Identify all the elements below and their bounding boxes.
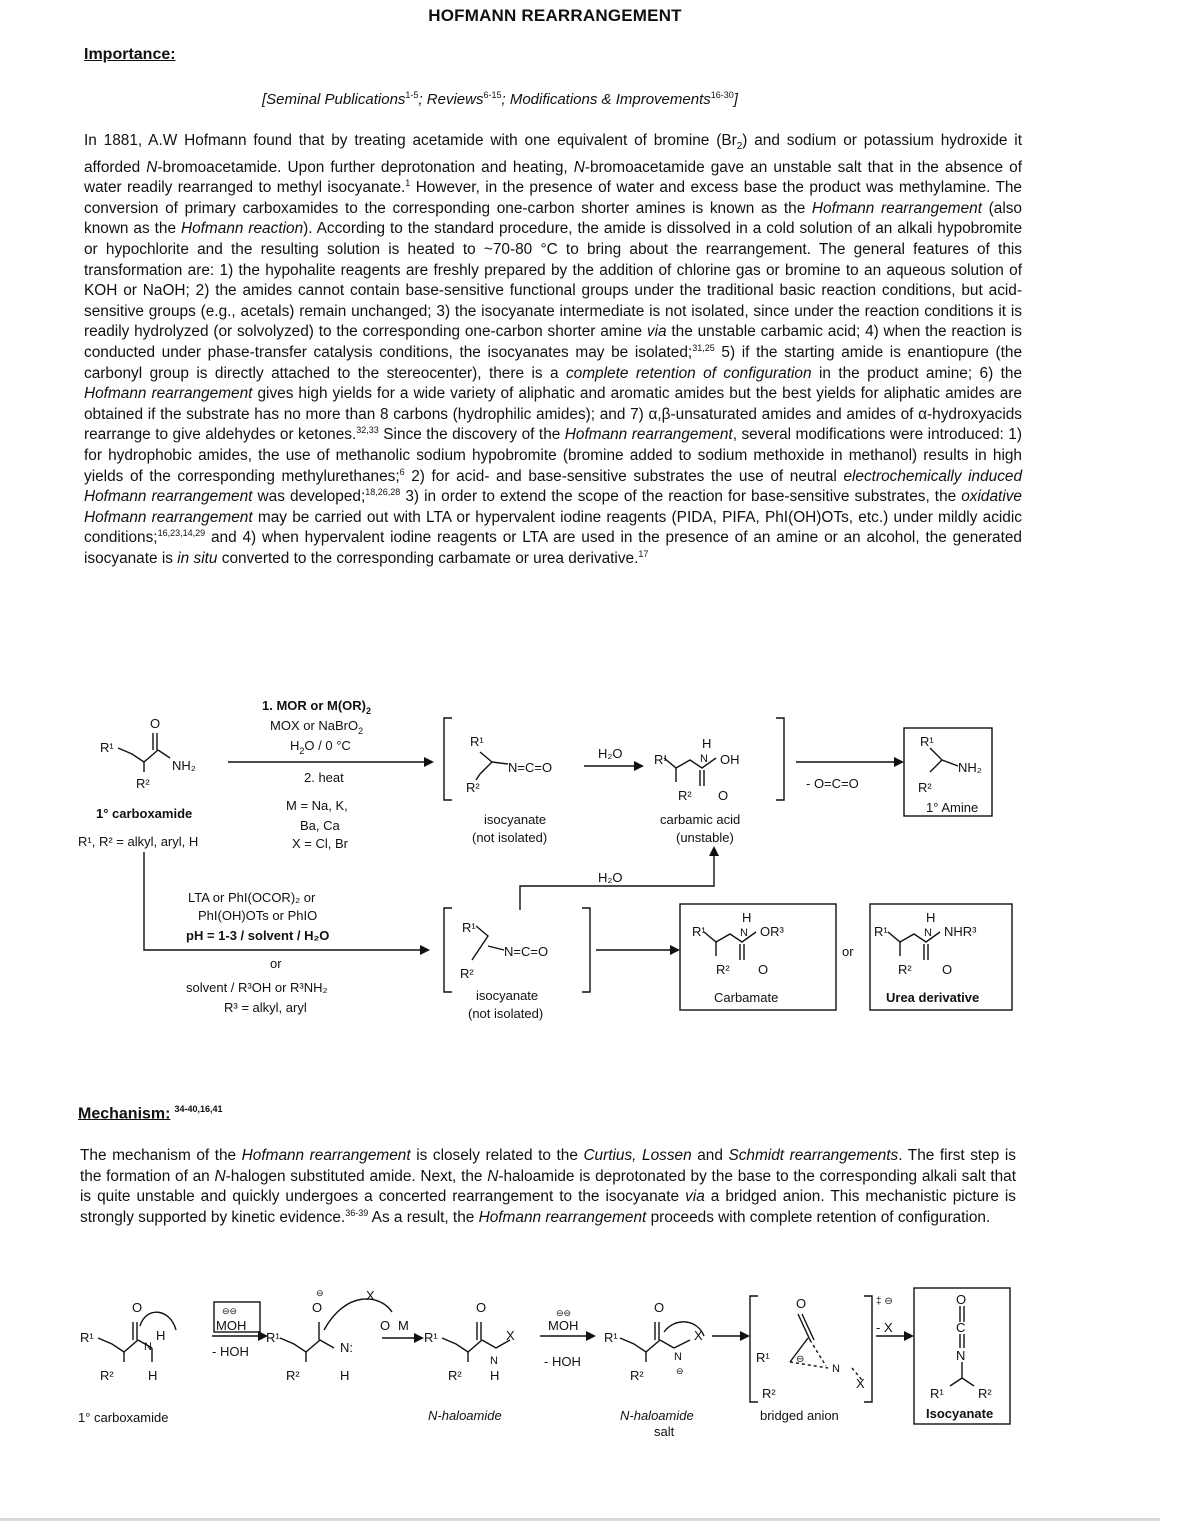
svg-text:⊖⊖: ⊖⊖ [222,1306,238,1316]
text-run: -bromoacetamide. Upon further deprotonation and heating, [157,158,574,176]
reference-superscript: 1 [405,178,411,189]
svg-text:⊖: ⊖ [796,1354,805,1365]
text-run: -bromoacetamide gave an unstable salt that in the absence of water readily rearranged to methyl isocyanate. [84,158,1022,197]
text-run: Hofmann rearrangement [84,385,253,403]
text-run: Since the discovery of the [378,426,565,444]
text-run: a bridged anion. This mechanistic picture is strongly supported by kinetic evidence. [80,1188,1017,1226]
svg-text:⊖: ⊖ [676,1366,684,1376]
text-run: in the product amine; 6) the [811,364,1023,382]
text-run: Hofmann reaction [180,220,304,238]
isocyanate-product-label: Isocyanate [926,1406,994,1421]
text-run: is closely related to the [410,1147,584,1164]
text-run: 2 [736,141,743,153]
text-run: The mechanism of the [80,1147,242,1164]
text-run: oxidative Hofmann rearrangement [84,488,1022,526]
svg-text:R²: R² [978,1386,992,1401]
text-run: Schmidt rearrangements [728,1147,899,1164]
svg-text:X = Cl, Br: X = Cl, Br [292,836,348,851]
isocyanate2-formula: N=C=O [504,944,549,959]
cond1-heat: 2. heat [304,770,344,785]
svg-text:R¹: R¹ [874,924,888,939]
svg-text:H: H [156,1328,166,1343]
text-run: . The first step is the formation of an [80,1147,1016,1185]
svg-text:N: N [956,1348,966,1363]
svg-text:H: H [742,910,752,925]
svg-text:LTA or PhI(OCOR)₂ or: LTA or PhI(OCOR)₂ or [188,890,316,905]
text-run: ). According to the standard procedure, the amide is dissolved in a cold solution of an alkali hypobromite or hypochlorite and the resulting solution is heated to ~70-80 °C to bring about the rearrangement. The general features of this transformation are: 1) the hypohalite reagents are freshly prepared by the addition of chlorine gas or bromine to an aqueous solution of KOH or NaOH; 2) the amides cannot contain base-sensitive functional groups under the traditional basic reaction conditions, but acid-sensitive groups (e.g., acetals) remain unchanged; 3) the isocyanate intermediate is not isolated, since under the reaction conditions it is readily hydrolyzed (or solvolyzed) to the corresponding one-carbon shorter amine [84,220,1023,341]
svg-text:O: O [132,1300,143,1315]
svg-text:⊖: ⊖ [316,1288,324,1298]
text-run: in situ [177,549,218,567]
carbamate-label: Carbamate [714,990,779,1005]
reference-superscript: 31,25 [692,342,715,353]
svg-text:or: or [270,956,282,971]
start-material-label: 1° carboxamide [96,806,193,821]
text-run: In 1881, A.W Hofmann found that by treating acetamide with one equivalent of bromine (Br [84,132,737,149]
svg-text:H: H [340,1368,350,1383]
mechanism-heading: Mechanism: [78,1105,171,1123]
mechanism-heading-block [78,1104,223,1123]
text-run: and 4) when hypervalent iodine reagents or LTA are used in the presence of an amine or an alcohol, the generated isocyanate is [84,529,1022,567]
bottom-divider [0,1518,1160,1521]
text-run: 2) for acid- and base-sensitive substrates the use of neutral [404,467,844,485]
bracket-right [776,718,784,800]
reference-superscript: 32,33 [356,425,379,436]
svg-text:OR³: OR³ [760,924,784,939]
svg-text:R²: R² [286,1368,300,1383]
start-material-substituents: R¹, R² = alkyl, aryl, H [78,834,199,849]
svg-text:O: O [476,1300,487,1315]
svg-text:PhI(OH)OTs or PhIO: PhI(OH)OTs or PhIO [198,908,318,923]
or-label: or [842,944,854,959]
mechanism-paragraph [80,1146,1016,1228]
svg-text:R¹: R¹ [100,740,114,755]
svg-text:R¹: R¹ [756,1350,770,1365]
svg-text:R²: R² [136,776,150,791]
svg-text:R¹: R¹ [692,924,706,939]
svg-text:X: X [856,1376,865,1391]
reference-summary: [Seminal Publications$^{1-5}$; Reviews$^{6-15}$; Modifications & Improvements$^{16-30}$] [262,90,738,108]
svg-text:R¹: R¹ [424,1330,438,1345]
svg-text:N: N [924,927,932,939]
text-run: gives high yields for a wide variety of aliphatic and aromatic amides but the best yields for aliphatic amides are obtained if the substrate has no more than 8 carbons (hydrophilic amides); and 7) α,β-unsaturated amides and amides of α-hydroxyacids rearrange to give aldehydes or ketones. [84,385,1022,444]
salt-label-1: N-haloamide [620,1408,694,1423]
reference-superscript: 16,23,14,29 [157,528,206,539]
cond1-line3: $H_2O / 0$ °C [290,738,351,756]
svg-text:X: X [366,1288,375,1303]
svg-text:M: M [398,1318,409,1333]
svg-text:O: O [654,1300,665,1315]
reference-superscript: 17 [638,548,649,559]
svg-text:R²: R² [466,780,480,795]
carboxamide-label: 1° carboxamide [78,1410,169,1425]
isocyanate1-formula: N=C=O [508,760,553,775]
svg-text:⊖⊖: ⊖⊖ [556,1308,572,1318]
text-run: N [146,158,158,176]
svg-text:N: N [144,1341,152,1353]
text-run: Hofmann rearrangement [564,426,733,444]
svg-text:O: O [718,788,729,803]
cond1-line2: MOX or NaBrO$_2$ [270,718,364,736]
svg-text:M = Na, K,: M = Na, K, [286,798,348,813]
svg-text:O: O [312,1300,323,1315]
svg-text:N: N [674,1351,682,1363]
carbamic-acid-label: carbamic acid [660,812,741,827]
svg-text:R¹: R¹ [930,1386,944,1401]
reference-superscript: 18,26,28 [365,487,401,498]
text-run: N [573,158,585,176]
svg-text:X: X [694,1328,703,1343]
svg-text:(not isolated): (not isolated) [472,830,548,845]
svg-text:R¹: R¹ [604,1330,618,1345]
moh-label-1: MOH [216,1318,247,1333]
svg-text:R²: R² [716,962,730,977]
text-run: -haloamide is deprotonated by the base to the corresponding alkali salt that is quite unstable and quickly undergoes a concerted rearrangement to the isocyanate [80,1167,1017,1206]
text-run: -halogen substituted amide. Next, the [225,1167,488,1185]
svg-text:R²: R² [762,1386,776,1401]
text-run: proceeds with complete retention of configuration. [646,1208,991,1226]
mechanism-references: 34-40,16,41 [174,1104,223,1114]
svg-text:R¹: R¹ [470,734,484,749]
svg-text:R¹: R¹ [266,1330,280,1345]
svg-text:OH: OH [720,752,740,767]
text-run: may be carried out with LTA or hypervalent iodine reagents (PIDA, PIFA, PhI(OH)OTs, etc.) under mildly acidic conditions; [84,508,1022,547]
svg-text:H₂O: H₂O [598,870,623,885]
text-run: Hofmann rearrangement [478,1208,647,1226]
svg-text:O: O [796,1296,807,1311]
svg-text:R²: R² [100,1368,114,1383]
svg-text:H: H [926,910,936,925]
svg-text:O: O [150,716,161,731]
moh-label-2: MOH [548,1318,579,1333]
salt-label-2: salt [654,1424,675,1439]
text-run: electrochemically induced Hofmann rearrangement [84,467,1023,506]
page-title: HOFMANN REARRANGEMENT [428,6,682,25]
text-run: via [685,1188,705,1206]
text-run: 3) in order to extend the scope of the reaction for base-sensitive substrates, the [400,488,962,506]
text-run: Hofmann rearrangement [241,1147,411,1164]
svg-text:C: C [956,1320,966,1335]
text-run: complete retention of configuration [565,364,812,382]
text-run: the unstable carbamic acid; 4) when the reaction is conducted under phase-transfer catalysis conditions, the isocyanates may be isolated; [84,323,1022,362]
svg-text:H: H [702,736,712,751]
svg-text:N: N [490,1355,498,1367]
ts-bracket-right [864,1296,872,1402]
svg-text:H: H [490,1368,500,1383]
svg-text:solvent / R³OH or R³NH₂: solvent / R³OH or R³NH₂ [186,980,328,995]
text-run: was developed; [252,488,366,506]
svg-text:(not isolated): (not isolated) [468,1006,544,1021]
ts-bracket-left [750,1296,758,1402]
text-run: converted to the corresponding carbamate or urea derivative. [217,549,639,567]
svg-text:N: N [832,1363,840,1375]
svg-text:R²: R² [898,962,912,977]
svg-text:R²: R² [630,1368,644,1383]
text-run: (also known as the [84,199,1022,238]
text-run: However, in the presence of water and excess base the product was methylamine. The conversion of primary carboxamides to the corresponding one-carbon shorter amines is known as the [84,179,1022,217]
text-run: ) and sodium or potassium hydroxide it afforded [84,132,1022,176]
reference-superscript: 36-39 [345,1207,369,1218]
hoh-label-1: - HOH [212,1344,249,1359]
svg-text:X: X [506,1328,515,1343]
svg-text:R³ = alkyl, aryl: R³ = alkyl, aryl [224,1000,307,1015]
svg-text:NHR³: NHR³ [944,924,977,939]
svg-text:R¹: R¹ [920,734,934,749]
isocyanate2-label: isocyanate [476,988,539,1003]
svg-text:N:: N: [340,1340,353,1355]
svg-text:(unstable): (unstable) [676,830,734,845]
n-haloamide-label: N-haloamide [428,1408,502,1423]
bridged-anion-label: bridged anion [760,1408,839,1423]
text-run: , several modifications were introduced: 1) for hydrophobic amides, the use of methanolic sodium hypobromite (bromine added to sodium methoxide in methanol) results in high yields of the corresponding methylurethanes; [84,426,1022,485]
bracket-left [444,718,452,800]
text-run: Hofmann rearrangement [811,199,982,217]
svg-text:R¹: R¹ [80,1330,94,1345]
importance-heading: Importance: [84,46,176,63]
text-run: N [214,1167,226,1185]
urea-label: Urea derivative [886,990,980,1005]
text-run: Curtius, Lossen [583,1147,692,1164]
text-run: and [691,1147,729,1164]
text-run: N [487,1167,499,1185]
svg-text:NH₂: NH₂ [172,758,196,773]
svg-text:NH₂: NH₂ [958,760,982,775]
amine-label: 1° Amine [926,800,979,815]
svg-text:N: N [700,753,708,765]
reference-superscript: 6 [399,466,405,477]
svg-text:R²: R² [460,966,474,981]
svg-text:O: O [380,1318,391,1333]
amide-skeleton-bond [118,748,158,762]
svg-text:O: O [758,962,769,977]
svg-text:R²: R² [678,788,692,803]
svg-text:R²: R² [918,780,932,795]
svg-text:Ba, Ca: Ba, Ca [300,818,340,833]
water-label: H₂O [598,746,623,761]
svg-text:R¹: R¹ [654,752,668,767]
svg-text:R¹: R¹ [462,920,476,935]
svg-text:O: O [956,1292,967,1307]
svg-text:R²: R² [448,1368,462,1383]
text-run: 5) if the starting amide is enantiopure (the carbonyl group is directly attached to the stereocenter), there is a [84,344,1023,382]
text-run: via [646,323,667,341]
svg-text:N: N [740,927,748,939]
halide-loss-label: - X [876,1320,893,1335]
svg-text:‡ ⊖: ‡ ⊖ [876,1296,893,1307]
text-run: As a result, the [368,1208,479,1226]
cond1-line1: 1. MOR or $M(OR)_2$ [262,698,372,716]
svg-text:O: O [942,962,953,977]
hoh-label-2: - HOH [544,1354,581,1369]
co2-loss-label: - O=C=O [806,776,859,791]
svg-text:H: H [148,1368,158,1383]
svg-text:pH = 1-3 / solvent / H₂O: pH = 1-3 / solvent / H₂O [186,928,330,943]
isocyanate1-label: isocyanate [484,812,547,827]
